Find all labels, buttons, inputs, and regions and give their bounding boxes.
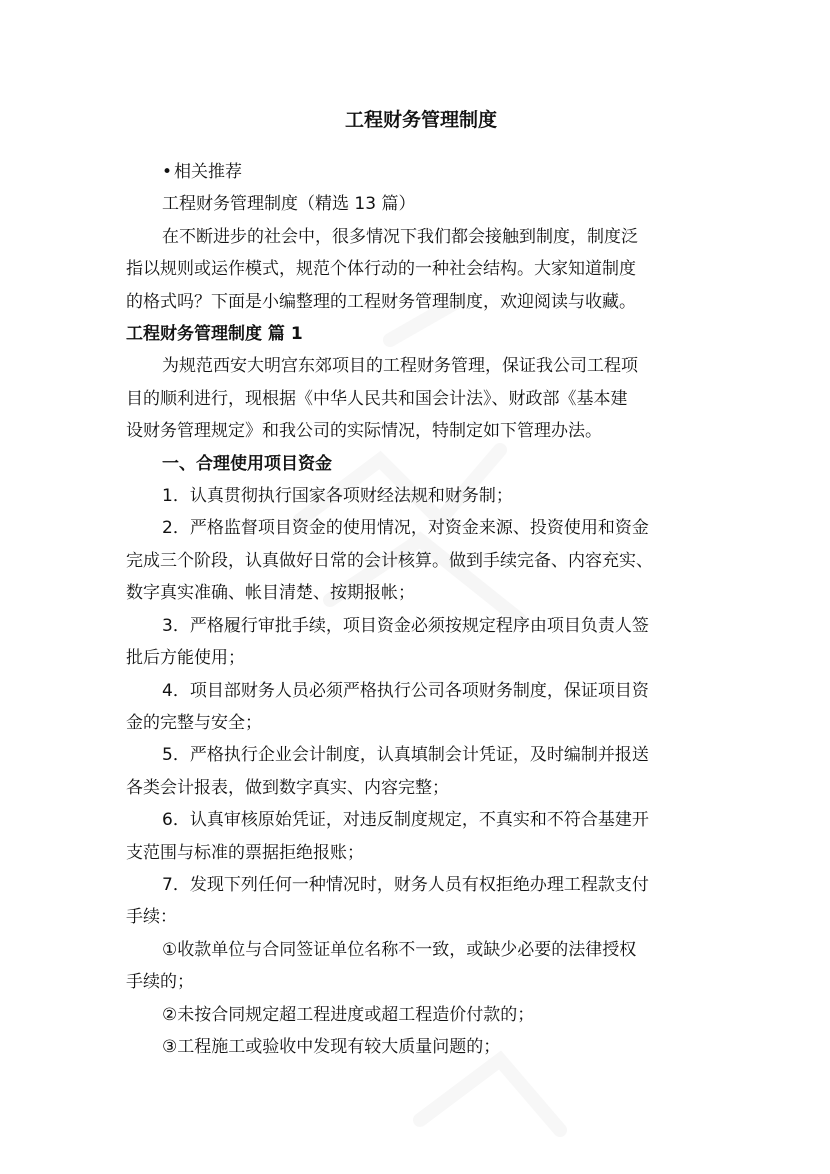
intro-line: 在不断进步的社会中，很多情况下我们都会接触到制度，制度泛 (162, 226, 638, 247)
document-body (126, 104, 716, 1063)
list-item: 1．认真贯彻执行国家各项财经法规和财务制； (162, 486, 513, 507)
intro-line: 指以规则或运作模式，规范个体行动的一种社会结构。大家知道制度 (126, 259, 636, 280)
related-label: 相关推荐 (174, 162, 242, 182)
list-item-continuation: 批后方能使用； (126, 648, 245, 669)
section-intro-line: 目的顺利进行，现根据《中华人民共和国会计法》、财政部《基本建 (126, 388, 628, 409)
bullet-icon: • (162, 162, 173, 182)
list-item-continuation: 各类会计报表，做到数字真实、内容完整； (126, 777, 449, 798)
page-title: 工程财务管理制度 (344, 109, 497, 131)
list-item-continuation: 手续： (126, 907, 177, 928)
list-item-continuation: 金的完整与安全； (126, 712, 262, 733)
sub-list-item: ①收款单位与合同签证单位名称不一致，或缺少必要的法律授权 (162, 939, 637, 960)
section-intro-line: 为规范西安大明宫东郊项目的工程财务管理，保证我公司工程项 (162, 356, 638, 377)
list-item: 4．项目部财务人员必须严格执行公司各项财务制度，保证项目资 (162, 680, 649, 701)
list-item: 5．严格执行企业会计制度，认真填制会计凭证，及时编制并报送 (162, 745, 649, 766)
list-item-continuation: 完成三个阶段，认真做好日常的会计核算。做到手续完备、内容充实、 (126, 550, 653, 571)
list-item: 6．认真审核原始凭证，对违反制度规定，不真实和不符合基建开 (162, 810, 649, 831)
sub-heading: 一、合理使用项目资金 (162, 453, 332, 474)
related-recommendations[interactable] (126, 156, 716, 188)
list-item-continuation: 支范围与标准的票据拒绝报账； (126, 842, 364, 863)
section-heading: 工程财务管理制度 篇 1 (126, 324, 303, 345)
list-item-continuation: 数字真实准确、帐目清楚、按期报帐； (126, 583, 415, 604)
sub-list-item: ③工程施工或验收中发现有较大质量问题的； (162, 1036, 501, 1057)
document-subtitle: 工程财务管理制度（精选 13 篇） (162, 194, 416, 215)
sub-list-item-continuation: 手续的； (126, 972, 194, 993)
list-item: 2．严格监督项目资金的使用情况，对资金来源、投资使用和资金 (162, 518, 649, 539)
list-item: 7．发现下列任何一种情况时，财务人员有权拒绝办理工程款支付 (162, 874, 649, 895)
list-item: 3．严格履行审批手续，项目资金必须按规定程序由项目负责人签 (162, 615, 649, 636)
sub-list-item: ②未按合同规定超工程进度或超工程造价付款的； (162, 1004, 535, 1025)
intro-line: 的格式吗？下面是小编整理的工程财务管理制度，欢迎阅读与收藏。 (126, 291, 636, 312)
section-intro-line: 设财务管理规定》和我公司的实际情况，特制定如下管理办法。 (126, 421, 602, 442)
